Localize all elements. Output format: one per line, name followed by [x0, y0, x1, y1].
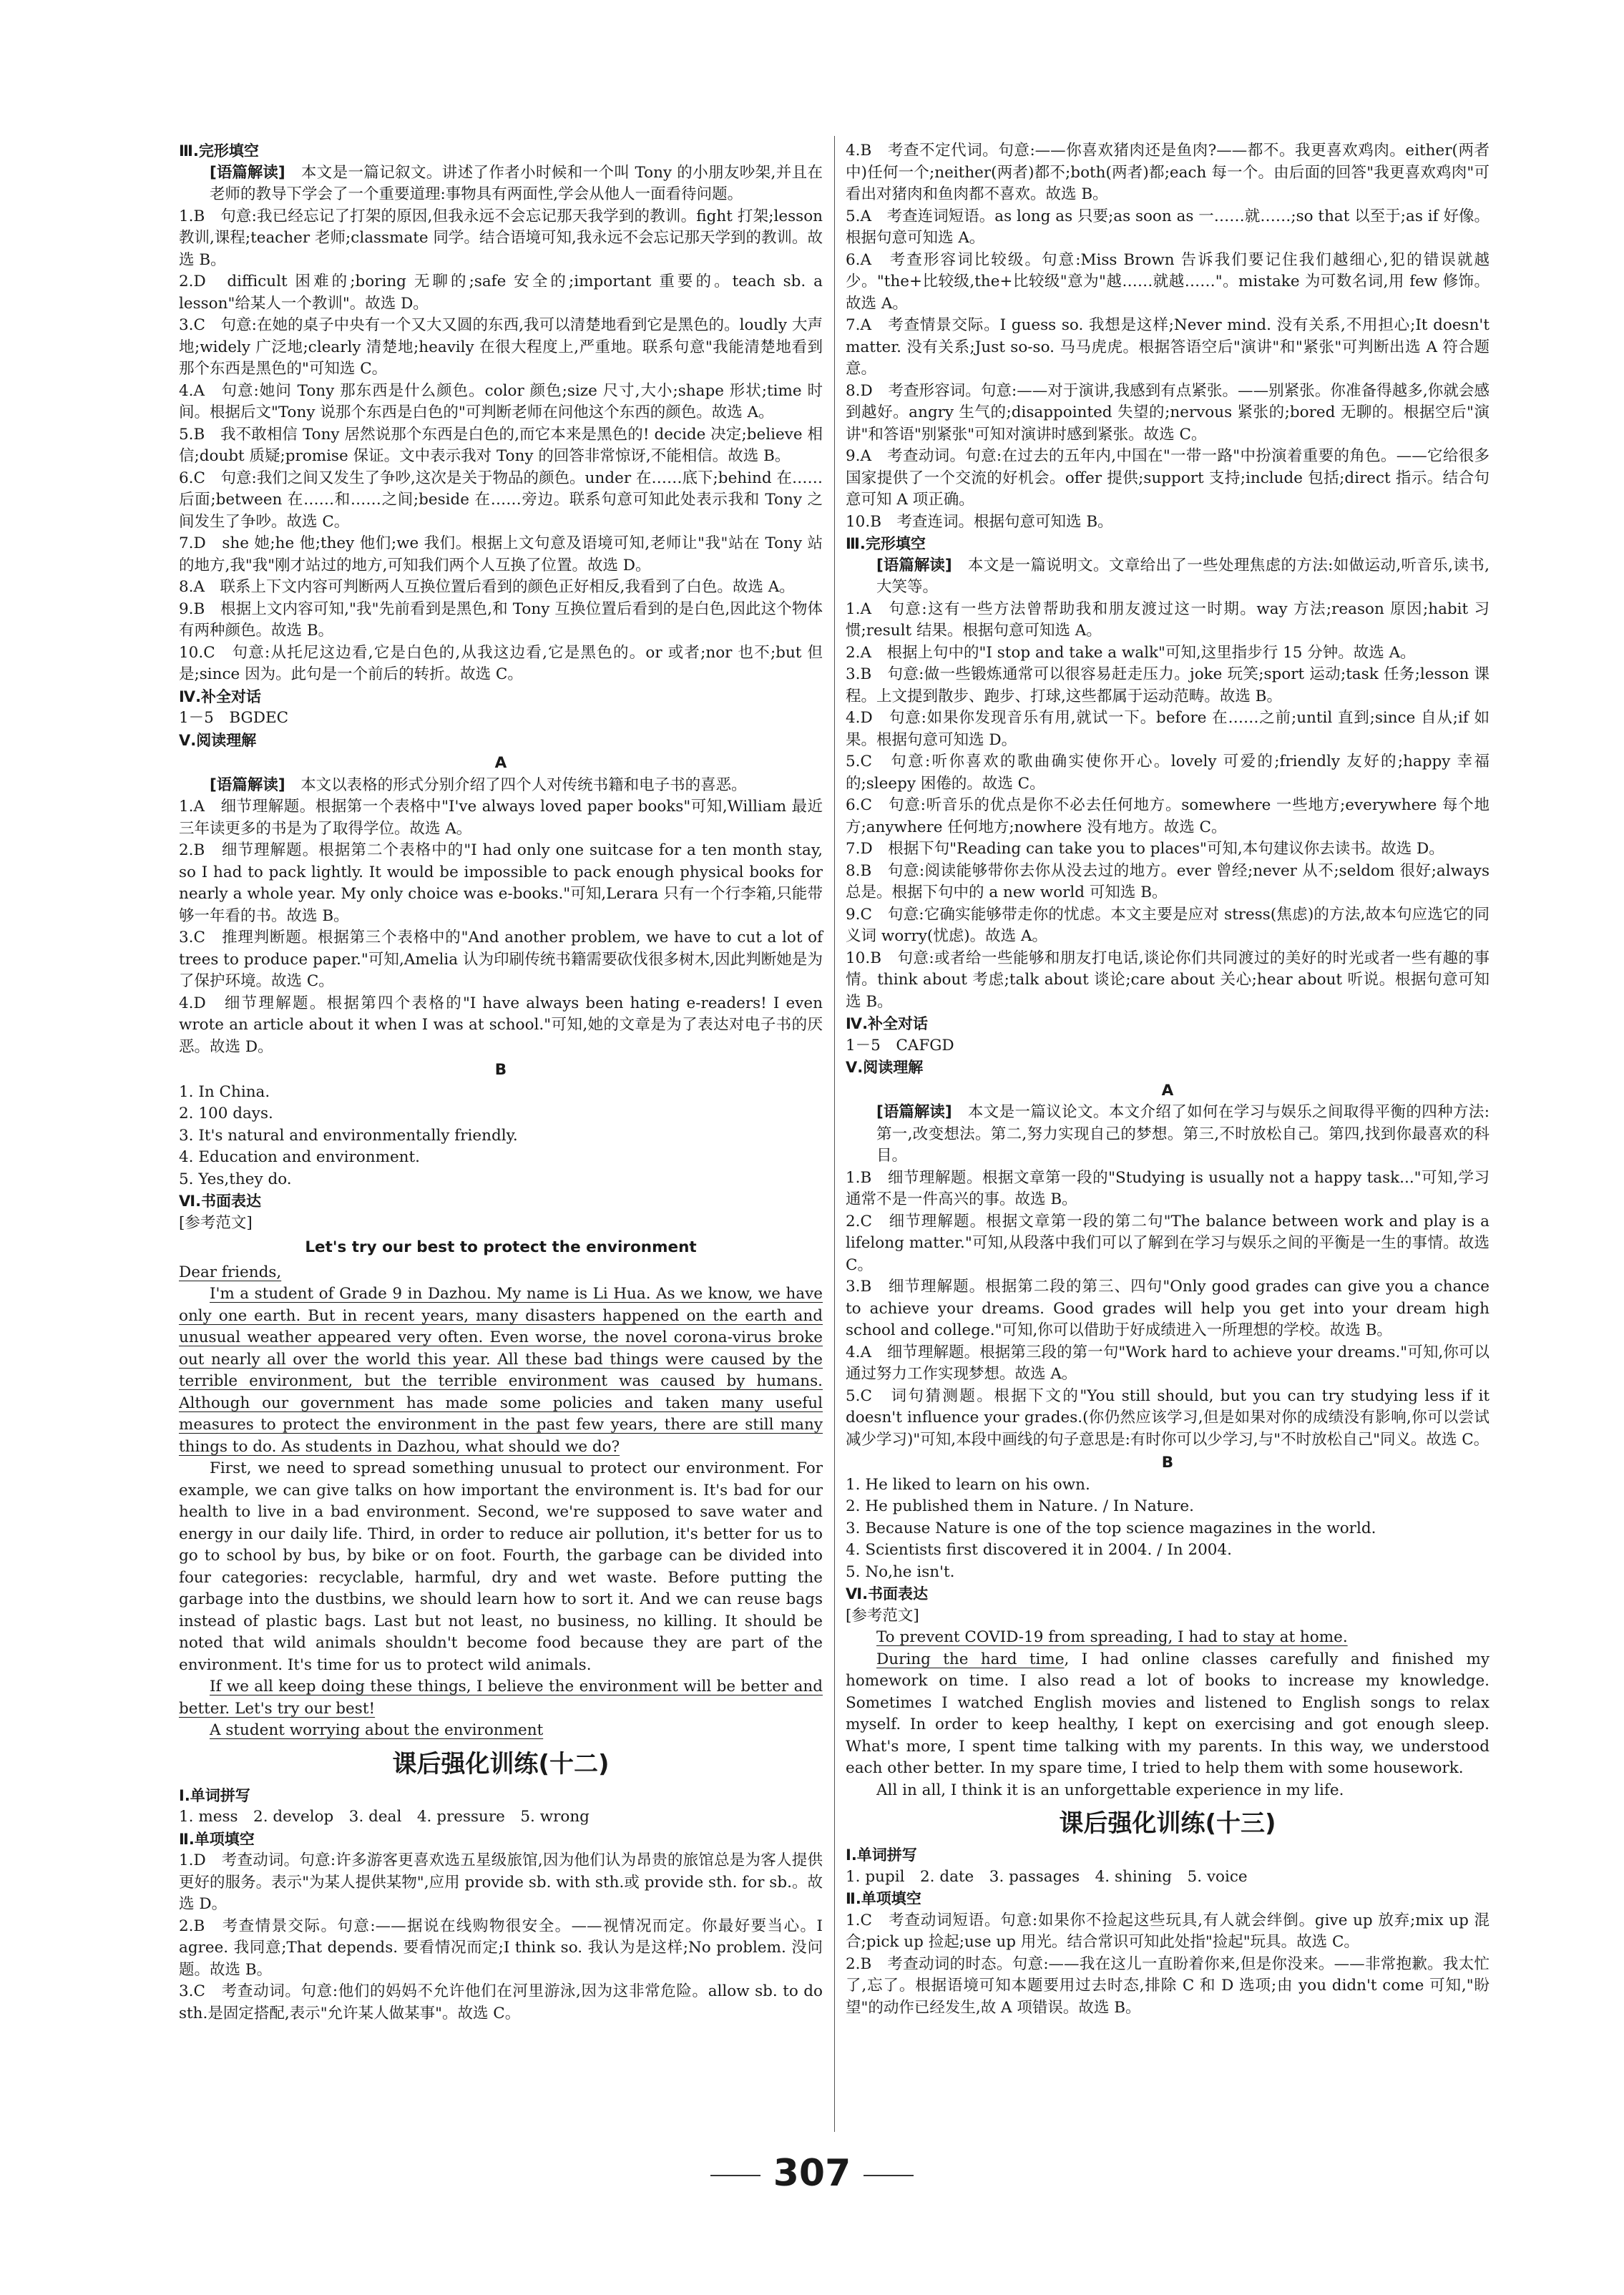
essay-signature: A student worrying about the environment [210, 1721, 544, 1739]
answer-item: 9.A 考查动词。句意:在过去的五年内,中国在"一带一路"中扮演着重要的角色。——它给很多国家提供了一个交流的好机会。offer 提供;support 支持;include 包括;direct 指示。结合句意可知 A 项正确。 [846, 447, 1490, 509]
answer-item: 3.B 细节理解题。根据第二段的第三、四句"Only good grades can give you a chance to achieve your dreams. Good grades will help you get into your dream high school and college."可知,你可以借助于好成绩进入一所理想的学校。故选 B。 [846, 1278, 1490, 1339]
answer-item: 1. In China. [179, 1082, 270, 1101]
answer-item: 2.C 细节理解题。根据文章第一段的第二句"The balance between work and play is a lifelong matter."可知,从段落中我们可以了解到在学习与娱乐之间的平衡是一生的事情。故选 C。 [846, 1212, 1490, 1274]
answer-item: 2.B 考查动词的时态。句意:——我在这儿一直盼着你来,但是你没来。——非常抱歉。我太忙了,忘了。根据语境可知本题要用过去时态,排除 C 和 D 选项;由 you didn't come 可知,"盼望"的动作已经发生,故 A 项错误。故选 B。 [846, 1954, 1490, 2017]
answer-item: 8.B 句意:阅读能够带你去你从没去过的地方。ever 曾经;never 从不;seldom 很好;always 总是。根据下句中的 a new world 可知选 B。 [846, 861, 1490, 901]
answer-item: 3.C 推理判断题。根据第三个表格中的"And another problem, we have to cut a lot of trees to produce paper."可知,Amelia 认为印刷传统书籍需要砍伐很多树木,因此判断她是为了保护环境。故选 C。 [179, 929, 823, 990]
intro-text: 本文以表格的形式分别介绍了四个人对传统书籍和电子书的喜恶。 [300, 775, 747, 794]
section-title-dialogue: Ⅳ.补全对话 [179, 687, 262, 705]
answer-item: 4. Education and environment. [179, 1148, 421, 1166]
answer-item: 1.A 细节理解题。根据第一个表格中"I've always loved paper books"可知,William 最近三年读更多的书是为了取得学位。故选 A。 [179, 798, 823, 838]
section-title-spelling: Ⅰ.单词拼写 [846, 1846, 917, 1864]
answer-item: 2.D difficult 困难的;boring 无聊的;safe 安全的;important 重要的。teach sb. a lesson"给某人一个教训"。故选 D。 [179, 273, 823, 313]
intro-label: [语篇解读] [876, 556, 952, 574]
essay-title: Let's try our best to protect the environment [305, 1238, 697, 1256]
answer-item: 5.C 词句猜测题。根据下文的"You still should, but you can try studying less if it doesn't influence your grades.(你仍然应该学习,但是如果对你的成绩没有影响,你可以尝试减少学习)"可知,本段中画线的句子意思是:有时你可以少学习,与"不时放松自己"同义。故选 C。 [846, 1386, 1490, 1449]
answer-item: 6.A 考查形容词比较级。句意:Miss Brown 告诉我们要记住我们越细心,犯的错误就越少。"the+比较级,the+比较级"意为"越……就越……"。mistake 为可数名词,用 few 修饰。故选 A。 [846, 250, 1490, 313]
answer-item: 4.D 句意:如果你发现音乐有用,就试一下。before 在……之前;until 直到;since 自从;if 如果。根据句意可知选 D。 [846, 709, 1490, 749]
answer-item: 2. 100 days. [179, 1105, 273, 1122]
right-column [846, 140, 1490, 2019]
section-title-reading: Ⅴ.阅读理解 [846, 1059, 924, 1076]
intro-text: 本文是一篇议论文。本文介绍了如何在学习与娱乐之间取得平衡的四种方法:第一,改变想法。第二,努力实现自己的梦想。第三,不时放松自己。第四,找到你最喜欢的科目。 [876, 1103, 1490, 1165]
answer-item: 9.B 根据上文内容可知,"我"先前看到是黑色,和 Tony 互换位置后看到的是白色,因此这个物体有两种颜色。故选 B。 [179, 600, 823, 640]
essay-text: , I had online classes carefully and finished my homework on time. I also read a lot of books to increase my knowledge. Sometimes I watched English movies and listened to English songs to relax myself. In order to keep healthy, I kept on exercising and got enough sleep. What's more, I spent time talking with my parents. In this way, we understood each other better. In my spare time, I tried to help them with some housework. [846, 1650, 1490, 1777]
spelling-answers: 1. mess 2. develop 3. deal 4. pressure 5. wrong [179, 1808, 590, 1826]
dialogue-answers: 1－5 BGDEC [179, 709, 289, 727]
answer-item: 2.B 细节理解题。根据第二个表格中的"I had only one suitcase for a ten month stay, so I had to pack lightly. It would be impossible to pack enough physical books for nearly a whole year. My only choice was e-books."可知,Lerara 只有一个行李箱,只能带够一年看的书。故选 B。 [179, 841, 823, 925]
answer-item: 1.D 考查动词。句意:许多游客更喜欢选五星级旅馆,因为他们认为昂贵的旅馆总是为客人提供更好的服务。表示"为某人提供某物",应用 provide sb. with sth.或 provide sth. for sb.。故选 D。 [179, 1851, 823, 1913]
section-title-spelling: Ⅰ.单词拼写 [179, 1786, 250, 1804]
answer-item: 8.A 联系上下文内容可判断两人互换位置后看到的颜色正好相反,我看到了白色。故选 A。 [179, 578, 795, 596]
section-title-reading: Ⅴ.阅读理解 [179, 731, 257, 749]
column-divider [834, 136, 835, 2132]
page-number [0, 2152, 1624, 2195]
essay-greeting: Dear friends, [179, 1263, 282, 1281]
essay-opening: To prevent COVID-19 from spreading, I had to stay at home. [876, 1628, 1348, 1646]
essay-paragraph: All in all, I think it is an unforgettable experience in my life. [876, 1781, 1344, 1799]
answer-item: 4.B 考查不定代词。句意:——你喜欢猪肉还是鱼肉?——都不。我更喜欢鸡肉。either(两者中)任何一个;neither(两者)都不;both(两者)都;each 每一个。由后面的回答"我更喜欢鸡肉"可看出对猪肉和鱼肉都不喜欢。故选 B。 [846, 142, 1490, 203]
section-title-single-choice: Ⅱ.单项填空 [179, 1830, 255, 1848]
answer-item: 3. Because Nature is one of the top science magazines in the world. [846, 1519, 1376, 1537]
answer-item: 5. Yes,they do. [179, 1170, 292, 1188]
section-title-cloze: Ⅲ.完形填空 [846, 535, 926, 552]
section-title-cloze: Ⅲ.完形填空 [179, 142, 259, 160]
answer-item: 6.C 句意:听音乐的优点是你不必去任何地方。somewhere 一些地方;everywhere 每个地方;anywhere 任何地方;nowhere 没有地方。故选 C。 [846, 796, 1490, 836]
answer-item: 2. He published them in Nature. / In Nature. [846, 1497, 1194, 1515]
intro-label: [语篇解读] [210, 775, 285, 794]
answer-item: 2.A 根据上句中的"I stop and take a walk"可知,这里指步行 15 分钟。故选 A。 [846, 643, 1416, 662]
unit-title-12: 课后强化训练(十二) [392, 1749, 610, 1778]
dialogue-answers: 1－5 CAFGD [846, 1036, 954, 1054]
intro-text: 本文是一篇说明文。文章给出了一些处理焦虑的方法:如做运动,听音乐,读书,大笑等。 [876, 556, 1490, 596]
sample-essay [846, 1627, 1490, 1801]
essay-paragraph: If we all keep doing these things, I believe the environment will be better and better. Let's try our best! [179, 1678, 823, 1718]
passage-intro [179, 162, 823, 206]
answer-item: 1. He liked to learn on his own. [846, 1475, 1090, 1494]
answer-item: 1.C 考查动词短语。句意:如果你不捡起这些玩具,有人就会绊倒。give up 放弃;mix up 混合;pick up 捡起;use up 用光。结合常识可知此处指"捡起"玩具。故选 C。 [846, 1911, 1490, 1951]
sample-essay [179, 1262, 823, 1742]
cloze-answers [179, 206, 823, 686]
section-title-dialogue: Ⅳ.补全对话 [846, 1015, 929, 1032]
spelling-answers: 1. pupil 2. date 3. passages 4. shining 5. voice [846, 1867, 1248, 1886]
essay-paragraph: First, we need to spread something unusual to protect our environment. For example, we can give talks on how important the environment is. It's bad for our health to live in a bad environment. Second, we're supposed to save water and energy in our daily life. Third, in order to reduce air pollution, it's better for us to go to school by bus, by bike or on foot. Fourth, the garbage can be divided into four categories: recyclable, harmful, dry and wet waste. Before putting the garbage into the dustbins, we should learn how to sort it. And we can reuse bags instead of plastic bags. Last but not least, no business, no killing. It should be noted that wild animals shouldn't become food because they are part of the environment. It's time for us to protect wild animals. [179, 1459, 823, 1674]
intro-label: [语篇解读] [210, 163, 285, 182]
answer-item: 3.C 句意:在她的桌子中央有一个又大又圆的东西,我可以清楚地看到它是黑色的。loudly 大声地;widely 广泛地;clearly 清楚地;heavily 在很大程度上,严重地。联系句意"我能清楚地看到那个东西是黑色的"可知选 C。 [179, 316, 823, 378]
answer-item: 7.A 考查情景交际。I guess so. 我想是这样;Never mind. 没有关系,不用担心;It doesn't matter. 没有关系;Just so-so. 马马虎虎。根据答语空后"演讲"和"紧张"可判断出选 A 符合题意。 [846, 316, 1490, 378]
page-number-rule [710, 2175, 760, 2176]
passage-letter-a: A [494, 754, 507, 772]
answer-item: 5.A 考查连词短语。as long as 只要;as soon as 一……就……;so that 以至于;as if 好像。根据句意可知选 A。 [846, 207, 1490, 247]
answer-item: 7.D 根据下句"Reading can take you to places"可知,本句建议你去读书。故选 D。 [846, 840, 1444, 858]
section-title-writing: Ⅵ.书面表达 [846, 1585, 929, 1602]
answer-item: 1.B 细节理解题。根据文章第一段的"Studying is usually not a happy task..."可知,学习通常不是一件高兴的事。故选 B。 [846, 1168, 1490, 1208]
page-number-text: 307 [773, 2152, 851, 2195]
answer-item: 3. It's natural and environmentally friendly. [179, 1126, 518, 1145]
passage-intro [846, 1102, 1490, 1168]
answer-item: 10.B 考查连词。根据句意可知选 B。 [846, 512, 1113, 531]
section-title-single-choice: Ⅱ.单项填空 [846, 1890, 921, 1907]
passage-intro [179, 775, 823, 797]
essay-paragraph: I'm a student of Grade 9 in Dazhou. My name is Li Hua. As we know, we have only one earth. But in recent years, many disasters happened on the earth and unusual weather appeared very often. Even worse, the novel corona-virus broke out nearly all over the world this year. All these bad things were caused by the terrible environment, but the terrible environment was caused by humans. Although our government has made some policies and taken many useful measures to protect the environment in the past few years, there are still many things to do. As students in Dazhou, what should we do? [179, 1285, 823, 1456]
answer-item: 4. Scientists first discovered it in 2004. / In 2004. [846, 1541, 1232, 1559]
answer-item: 4.D 细节理解题。根据第四个表格的"I have always been hating e-readers! I even wrote an article about it when I was at school."可知,她的文章是为了表达对电子书的厌恶。故选 D。 [179, 994, 823, 1056]
left-column [179, 140, 823, 2025]
passage-letter-a: A [1161, 1081, 1174, 1100]
unit-title-13: 课后强化训练(十三) [1059, 1809, 1276, 1838]
page-number-rule [864, 2175, 914, 2176]
answer-item: 6.C 句意:我们之间又发生了争吵,这次是关于物品的颜色。under 在……底下;behind 在……后面;between 在……和……之间;beside 在……旁边。联系句意可知此处表示我和 Tony 之间发生了争吵。故选 C。 [179, 469, 823, 531]
answer-item: 3.B 句意:做一些锻炼通常可以很容易赶走压力。joke 玩笑;sport 运动;task 任务;lesson 课程。上文提到散步、跑步、打球,这些都属于运动范畴。故选 B。 [846, 665, 1490, 705]
answer-item: 10.B 句意:或者给一些能够和朋友打电话,谈论你们共同渡过的美好的时光或者一些有趣的事情。think about 考虑;talk about 谈论;care about 关心;hear about 听说。根据句意可知选 B。 [846, 949, 1490, 1011]
essay-paragraph [846, 1649, 1490, 1780]
answer-item: 10.C 句意:从托尼这边看,它是白色的,从我这边看,它是黑色的。or 或者;nor 也不;but 但是;since 因为。此句是一个前后的转折。故选 C。 [179, 643, 823, 683]
answer-item: 9.C 句意:它确实能够带走你的忧虑。本文主要是应对 stress(焦虑)的方法,故本句应选它的同义词 worry(忧虑)。故选 A。 [846, 905, 1490, 945]
answer-item: 4.A 细节理解题。根据第三段的第一句"Work hard to achieve your dreams."可知,你可以通过努力工作实现梦想。故选 A。 [846, 1343, 1490, 1383]
section-title-writing: Ⅵ.书面表达 [179, 1193, 262, 1210]
sample-label: [参考范文] [846, 1606, 919, 1625]
passage-letter-b: B [1161, 1454, 1174, 1472]
answer-item: 4.A 句意:她问 Tony 那东西是什么颜色。color 颜色;size 尺寸,大小;shape 形状;time 时间。根据后文"Tony 说那个东西是白色的"可判断老师在问他这个东西的颜色。故选 A。 [179, 381, 823, 421]
answer-item: 1.B 句意:我已经忘记了打架的原因,但我永远不会忘记那天我学到的教训。fight 打架;lesson 教训,课程;teacher 老师;classmate 同学。结合语境可知,我永远不会忘记那天学到的教训。故选 B。 [179, 207, 823, 269]
answer-item: 2.B 考查情景交际。句意:——据说在线购物很安全。——视情况而定。你最好要当心。I agree. 我同意;That depends. 要看情况而定;I think so. 我认为是这样;No problem. 没问题。故选 B。 [179, 1917, 823, 1979]
answer-item: 5.B 我不敢相信 Tony 居然说那个东西是白色的,而它本来是黑色的! decide 决定;believe 相信;doubt 质疑;promise 保证。文中表示我对 Tony 的回答非常惊讶,不能相信。故选 B。 [179, 425, 823, 465]
answer-item: 1.A 句意:这有一些方法曾帮助我和朋友渡过这一时期。way 方法;reason 原因;habit 习惯;result 结果。根据句意可知选 A。 [846, 600, 1490, 640]
passage-intro [846, 555, 1490, 599]
passage-letter-b: B [494, 1061, 507, 1079]
sample-label: [参考范文] [179, 1213, 253, 1232]
intro-label: [语篇解读] [876, 1103, 952, 1121]
answer-item: 8.D 考查形容词。句意:——对于演讲,我感到有点紧张。——别紧张。你准备得越多,你就会感到越好。angry 生气的;disappointed 失望的;nervous 紧张的;bored 无聊的。根据空后"演讲"和答语"别紧张"可知对演讲时感到紧张。故选 C。 [846, 381, 1490, 444]
answer-item: 5. No,he isn't. [846, 1562, 955, 1581]
answer-item: 7.D she 她;he 他;they 他们;we 我们。根据上文句意及语境可知,老师让"我"站在 Tony 站的地方,我"我"刚才站过的地方,可知我们两个人互换了位置。故选 D。 [179, 534, 823, 574]
answer-item: 5.C 句意:听你喜欢的歌曲确实使你开心。lovely 可爱的;friendly 友好的;happy 幸福的;sleepy 困倦的。故选 C。 [846, 753, 1490, 793]
essay-underlined-phrase: During the hard time [876, 1650, 1065, 1668]
answer-item: 3.C 考查动词。句意:他们的妈妈不允许他们在河里游泳,因为这非常危险。allow sb. to do sth.是固定搭配,表示"允许某人做某事"。故选 C。 [179, 1982, 823, 2022]
intro-text: 本文是一篇记叙文。讲述了作者小时候和一个叫 Tony 的小朋友吵架,并且在老师的教导下学会了一个重要道理:事物具有两面性,学会从他人一面看待问题。 [210, 163, 823, 203]
